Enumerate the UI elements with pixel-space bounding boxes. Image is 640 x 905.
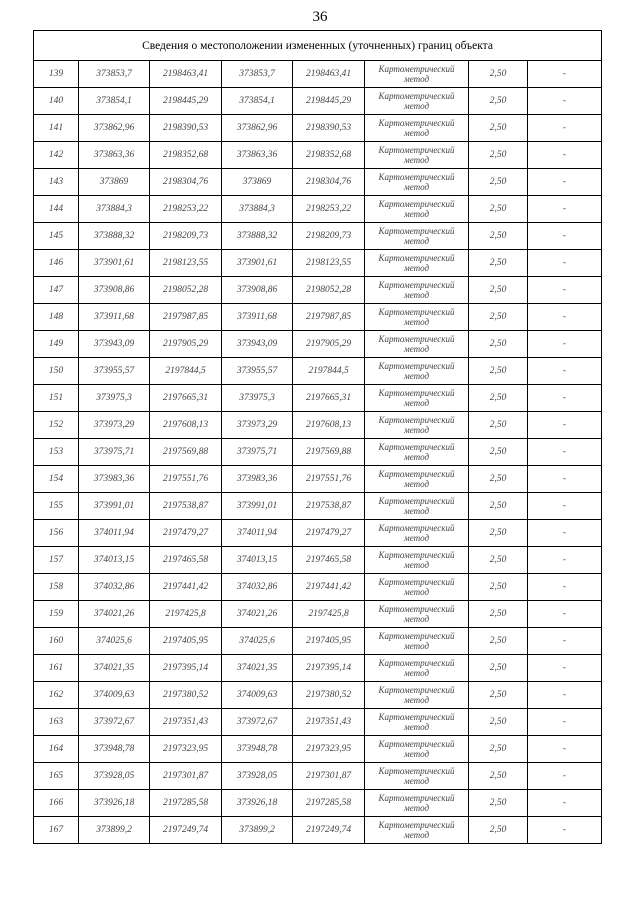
refined-y-cell: 2197479,27 [293,520,365,547]
existing-x-cell: 374025,6 [79,628,150,655]
refined-x-cell: 374021,35 [222,655,293,682]
method-cell: Картометрический метод [365,439,469,466]
existing-x-cell: 373901,61 [79,250,150,277]
note-cell: - [528,790,602,817]
note-cell: - [528,520,602,547]
table-row [34,385,602,412]
refined-x-cell: 373975,71 [222,439,293,466]
table-row [34,304,602,331]
method-cell: Картометрический метод [365,385,469,412]
accuracy-cell: 2,50 [469,250,528,277]
point-number-cell: 150 [34,358,79,385]
table-title: Сведения о местоположении измененных (уточненных) границ объекта [34,31,602,61]
boundary-coordinates-table [33,30,602,844]
existing-y-cell: 2197425,8 [150,601,222,628]
accuracy-cell: 2,50 [469,115,528,142]
method-cell: Картометрический метод [365,250,469,277]
point-number-cell: 165 [34,763,79,790]
refined-y-cell: 2197351,43 [293,709,365,736]
point-number-cell: 140 [34,88,79,115]
existing-y-cell: 2197551,76 [150,466,222,493]
accuracy-cell: 2,50 [469,196,528,223]
existing-y-cell: 2198352,68 [150,142,222,169]
note-cell: - [528,493,602,520]
existing-x-cell: 373975,71 [79,439,150,466]
table-row [34,628,602,655]
table-row [34,736,602,763]
refined-x-cell: 374025,6 [222,628,293,655]
point-number-cell: 141 [34,115,79,142]
existing-x-cell: 373955,57 [79,358,150,385]
table-row [34,574,602,601]
existing-y-cell: 2197323,95 [150,736,222,763]
accuracy-cell: 2,50 [469,574,528,601]
refined-x-cell: 373863,36 [222,142,293,169]
note-cell: - [528,655,602,682]
point-number-cell: 147 [34,277,79,304]
note-cell: - [528,142,602,169]
accuracy-cell: 2,50 [469,358,528,385]
point-number-cell: 160 [34,628,79,655]
existing-y-cell: 2197465,58 [150,547,222,574]
method-cell: Картометрический метод [365,547,469,574]
refined-x-cell: 374021,26 [222,601,293,628]
method-cell: Картометрический метод [365,142,469,169]
existing-y-cell: 2197538,87 [150,493,222,520]
existing-x-cell: 374021,26 [79,601,150,628]
table-row [34,655,602,682]
refined-x-cell: 374013,15 [222,547,293,574]
refined-x-cell: 373975,3 [222,385,293,412]
method-cell: Картометрический метод [365,61,469,88]
refined-x-cell: 373899,2 [222,817,293,844]
method-cell: Картометрический метод [365,493,469,520]
accuracy-cell: 2,50 [469,223,528,250]
accuracy-cell: 2,50 [469,439,528,466]
note-cell: - [528,709,602,736]
refined-x-cell: 373948,78 [222,736,293,763]
table-row [34,709,602,736]
existing-y-cell: 2197608,13 [150,412,222,439]
refined-y-cell: 2197905,29 [293,331,365,358]
table-row [34,223,602,250]
point-number-cell: 154 [34,466,79,493]
table-row [34,520,602,547]
accuracy-cell: 2,50 [469,763,528,790]
point-number-cell: 143 [34,169,79,196]
method-cell: Картометрический метод [365,601,469,628]
existing-y-cell: 2198123,55 [150,250,222,277]
accuracy-cell: 2,50 [469,547,528,574]
point-number-cell: 153 [34,439,79,466]
accuracy-cell: 2,50 [469,304,528,331]
table-title-row [34,31,602,61]
refined-y-cell: 2197395,14 [293,655,365,682]
refined-x-cell: 373972,67 [222,709,293,736]
existing-y-cell: 2197987,85 [150,304,222,331]
refined-x-cell: 373884,3 [222,196,293,223]
existing-y-cell: 2197405,95 [150,628,222,655]
point-number-cell: 159 [34,601,79,628]
existing-y-cell: 2197844,5 [150,358,222,385]
point-number-cell: 157 [34,547,79,574]
refined-y-cell: 2197301,87 [293,763,365,790]
existing-y-cell: 2197301,87 [150,763,222,790]
refined-x-cell: 373869 [222,169,293,196]
existing-x-cell: 373928,05 [79,763,150,790]
existing-x-cell: 374009,63 [79,682,150,709]
accuracy-cell: 2,50 [469,169,528,196]
note-cell: - [528,628,602,655]
accuracy-cell: 2,50 [469,817,528,844]
method-cell: Картометрический метод [365,304,469,331]
existing-x-cell: 373973,29 [79,412,150,439]
note-cell: - [528,88,602,115]
table-row [34,493,602,520]
note-cell: - [528,601,602,628]
existing-y-cell: 2198445,29 [150,88,222,115]
method-cell: Картометрический метод [365,115,469,142]
accuracy-cell: 2,50 [469,142,528,169]
note-cell: - [528,277,602,304]
table-row [34,250,602,277]
refined-x-cell: 373911,68 [222,304,293,331]
table-row [34,682,602,709]
existing-x-cell: 373888,32 [79,223,150,250]
existing-x-cell: 373869 [79,169,150,196]
page-number: 36 [312,9,328,25]
method-cell: Картометрический метод [365,817,469,844]
refined-y-cell: 2197538,87 [293,493,365,520]
point-number-cell: 163 [34,709,79,736]
accuracy-cell: 2,50 [469,520,528,547]
accuracy-cell: 2,50 [469,385,528,412]
note-cell: - [528,574,602,601]
accuracy-cell: 2,50 [469,493,528,520]
existing-x-cell: 373853,7 [79,61,150,88]
existing-y-cell: 2198463,41 [150,61,222,88]
point-number-cell: 161 [34,655,79,682]
point-number-cell: 162 [34,682,79,709]
accuracy-cell: 2,50 [469,601,528,628]
note-cell: - [528,817,602,844]
table-row [34,142,602,169]
accuracy-cell: 2,50 [469,88,528,115]
refined-x-cell: 373928,05 [222,763,293,790]
note-cell: - [528,331,602,358]
note-cell: - [528,466,602,493]
point-number-cell: 164 [34,736,79,763]
refined-y-cell: 2198209,73 [293,223,365,250]
refined-y-cell: 2197987,85 [293,304,365,331]
point-number-cell: 139 [34,61,79,88]
existing-y-cell: 2197569,88 [150,439,222,466]
existing-y-cell: 2197380,52 [150,682,222,709]
refined-y-cell: 2197608,13 [293,412,365,439]
existing-x-cell: 374011,94 [79,520,150,547]
refined-x-cell: 373862,96 [222,115,293,142]
note-cell: - [528,682,602,709]
refined-y-cell: 2198445,29 [293,88,365,115]
method-cell: Картометрический метод [365,466,469,493]
table-row [34,547,602,574]
accuracy-cell: 2,50 [469,466,528,493]
refined-x-cell: 373991,01 [222,493,293,520]
method-cell: Картометрический метод [365,358,469,385]
point-number-cell: 152 [34,412,79,439]
table-row [34,601,602,628]
refined-y-cell: 2198352,68 [293,142,365,169]
method-cell: Картометрический метод [365,574,469,601]
method-cell: Картометрический метод [365,628,469,655]
note-cell: - [528,412,602,439]
table-row [34,790,602,817]
existing-y-cell: 2197395,14 [150,655,222,682]
existing-y-cell: 2198253,22 [150,196,222,223]
table-row [34,115,602,142]
point-number-cell: 158 [34,574,79,601]
point-number-cell: 144 [34,196,79,223]
existing-x-cell: 373854,1 [79,88,150,115]
note-cell: - [528,223,602,250]
note-cell: - [528,61,602,88]
refined-y-cell: 2198390,53 [293,115,365,142]
existing-y-cell: 2198209,73 [150,223,222,250]
refined-x-cell: 373926,18 [222,790,293,817]
existing-x-cell: 373926,18 [79,790,150,817]
refined-y-cell: 2197249,74 [293,817,365,844]
table-row [34,61,602,88]
note-cell: - [528,250,602,277]
existing-y-cell: 2197905,29 [150,331,222,358]
refined-x-cell: 373854,1 [222,88,293,115]
accuracy-cell: 2,50 [469,790,528,817]
refined-x-cell: 374011,94 [222,520,293,547]
note-cell: - [528,304,602,331]
note-cell: - [528,439,602,466]
method-cell: Картометрический метод [365,655,469,682]
refined-y-cell: 2197665,31 [293,385,365,412]
existing-y-cell: 2198390,53 [150,115,222,142]
method-cell: Картометрический метод [365,520,469,547]
method-cell: Картометрический метод [365,277,469,304]
accuracy-cell: 2,50 [469,331,528,358]
refined-x-cell: 374032,86 [222,574,293,601]
point-number-cell: 146 [34,250,79,277]
existing-x-cell: 373863,36 [79,142,150,169]
method-cell: Картометрический метод [365,331,469,358]
point-number-cell: 156 [34,520,79,547]
accuracy-cell: 2,50 [469,682,528,709]
existing-y-cell: 2197249,74 [150,817,222,844]
refined-y-cell: 2198304,76 [293,169,365,196]
table-row [34,412,602,439]
refined-x-cell: 373955,57 [222,358,293,385]
note-cell: - [528,169,602,196]
method-cell: Картометрический метод [365,412,469,439]
table-row [34,88,602,115]
existing-x-cell: 373884,3 [79,196,150,223]
point-number-cell: 145 [34,223,79,250]
existing-y-cell: 2197351,43 [150,709,222,736]
table-row [34,439,602,466]
method-cell: Картометрический метод [365,763,469,790]
existing-x-cell: 373911,68 [79,304,150,331]
method-cell: Картометрический метод [365,169,469,196]
point-number-cell: 166 [34,790,79,817]
method-cell: Картометрический метод [365,223,469,250]
existing-y-cell: 2197665,31 [150,385,222,412]
existing-x-cell: 373862,96 [79,115,150,142]
existing-x-cell: 373972,67 [79,709,150,736]
table-row [34,817,602,844]
table-row [34,196,602,223]
method-cell: Картометрический метод [365,736,469,763]
refined-y-cell: 2197405,95 [293,628,365,655]
point-number-cell: 151 [34,385,79,412]
refined-y-cell: 2198253,22 [293,196,365,223]
point-number-cell: 148 [34,304,79,331]
existing-x-cell: 373899,2 [79,817,150,844]
existing-x-cell: 373948,78 [79,736,150,763]
refined-x-cell: 374009,63 [222,682,293,709]
existing-x-cell: 374032,86 [79,574,150,601]
existing-x-cell: 374021,35 [79,655,150,682]
point-number-cell: 167 [34,817,79,844]
refined-x-cell: 373888,32 [222,223,293,250]
refined-x-cell: 373973,29 [222,412,293,439]
note-cell: - [528,736,602,763]
refined-x-cell: 373943,09 [222,331,293,358]
table-row [34,358,602,385]
refined-x-cell: 373901,61 [222,250,293,277]
point-number-cell: 155 [34,493,79,520]
refined-y-cell: 2197425,8 [293,601,365,628]
table-row [34,169,602,196]
refined-y-cell: 2198123,55 [293,250,365,277]
table-row [34,331,602,358]
method-cell: Картометрический метод [365,790,469,817]
note-cell: - [528,385,602,412]
existing-x-cell: 373991,01 [79,493,150,520]
accuracy-cell: 2,50 [469,61,528,88]
existing-y-cell: 2198304,76 [150,169,222,196]
refined-y-cell: 2197380,52 [293,682,365,709]
method-cell: Картометрический метод [365,682,469,709]
refined-y-cell: 2197323,95 [293,736,365,763]
existing-x-cell: 373943,09 [79,331,150,358]
note-cell: - [528,763,602,790]
accuracy-cell: 2,50 [469,736,528,763]
refined-y-cell: 2198052,28 [293,277,365,304]
accuracy-cell: 2,50 [469,709,528,736]
refined-y-cell: 2197551,76 [293,466,365,493]
refined-y-cell: 2197285,58 [293,790,365,817]
refined-y-cell: 2197569,88 [293,439,365,466]
note-cell: - [528,196,602,223]
existing-x-cell: 373975,3 [79,385,150,412]
note-cell: - [528,115,602,142]
table-row [34,277,602,304]
existing-y-cell: 2197441,42 [150,574,222,601]
point-number-cell: 149 [34,331,79,358]
existing-y-cell: 2197479,27 [150,520,222,547]
existing-y-cell: 2198052,28 [150,277,222,304]
refined-x-cell: 373983,36 [222,466,293,493]
refined-y-cell: 2197465,58 [293,547,365,574]
point-number-cell: 142 [34,142,79,169]
table-row [34,466,602,493]
existing-y-cell: 2197285,58 [150,790,222,817]
note-cell: - [528,358,602,385]
refined-x-cell: 373908,86 [222,277,293,304]
refined-y-cell: 2197844,5 [293,358,365,385]
method-cell: Картометрический метод [365,709,469,736]
existing-x-cell: 373983,36 [79,466,150,493]
method-cell: Картометрический метод [365,88,469,115]
method-cell: Картометрический метод [365,196,469,223]
refined-y-cell: 2197441,42 [293,574,365,601]
accuracy-cell: 2,50 [469,655,528,682]
refined-x-cell: 373853,7 [222,61,293,88]
accuracy-cell: 2,50 [469,412,528,439]
accuracy-cell: 2,50 [469,628,528,655]
existing-x-cell: 374013,15 [79,547,150,574]
existing-x-cell: 373908,86 [79,277,150,304]
note-cell: - [528,547,602,574]
table-row [34,763,602,790]
refined-y-cell: 2198463,41 [293,61,365,88]
accuracy-cell: 2,50 [469,277,528,304]
